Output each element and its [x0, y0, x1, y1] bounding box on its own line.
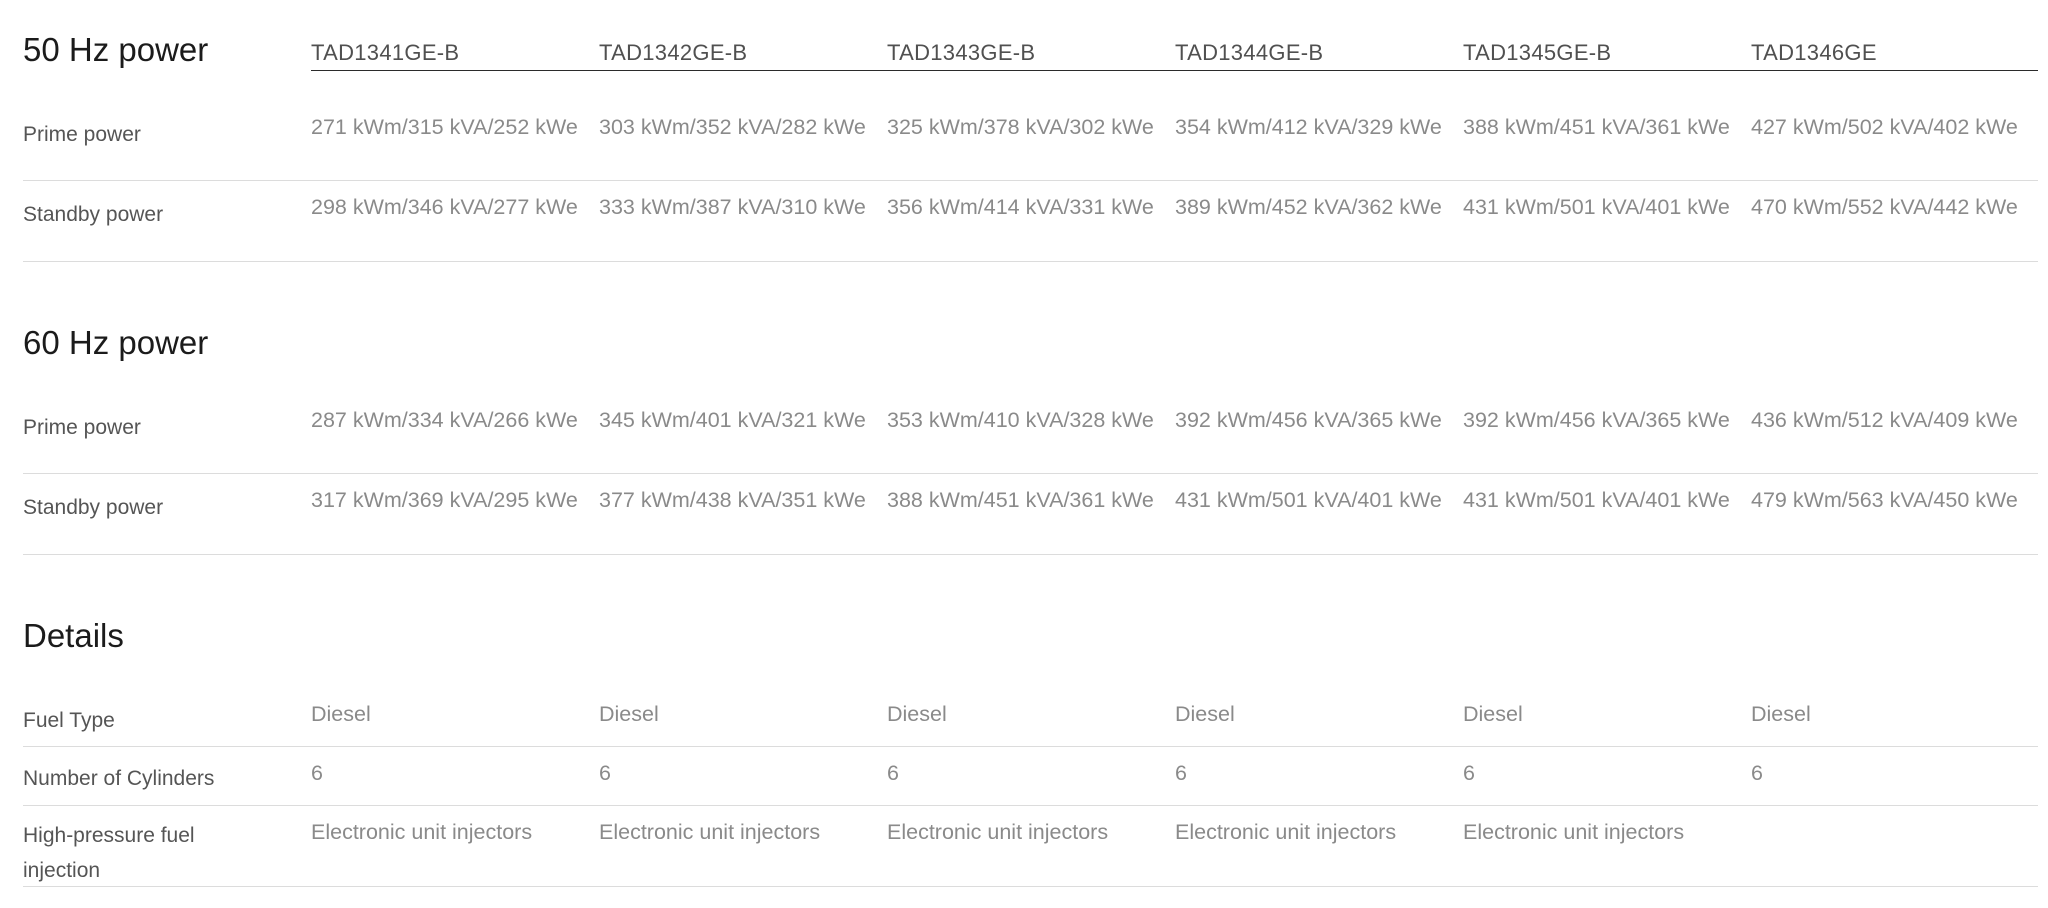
table-row — [23, 747, 2038, 806]
table-cell: 6 — [1175, 761, 1187, 785]
table-cell: 431 kWm/501 kVA/401 kWe — [1463, 488, 1730, 512]
table-row — [23, 806, 2038, 887]
column-header-3: TAD1343GE-B — [887, 40, 1036, 65]
table-cell: 6 — [1463, 761, 1475, 785]
section-details — [23, 586, 2038, 901]
table-cell: Electronic unit injectors — [311, 820, 533, 844]
row-label: Standby power — [23, 203, 164, 226]
table-cell: 356 kWm/414 kVA/331 kWe — [887, 195, 1154, 219]
table-cell: 6 — [1751, 761, 1763, 785]
table-cell: 333 kWm/387 kVA/310 kWe — [599, 195, 866, 219]
table-cell: Electronic unit injectors — [1463, 820, 1685, 844]
column-header-4: TAD1344GE-B — [1175, 40, 1324, 65]
table-cell: 287 kWm/334 kVA/266 kWe — [311, 408, 578, 432]
section-50hz — [23, 0, 2038, 265]
row-label: Prime power — [23, 416, 141, 439]
column-header-1: TAD1341GE-B — [311, 40, 460, 65]
table-cell: 325 kWm/378 kVA/302 kWe — [887, 115, 1154, 139]
table-cell: Diesel — [887, 702, 947, 726]
table-cell: Electronic unit injectors — [1175, 820, 1397, 844]
table-cell: Electronic unit injectors — [887, 820, 1109, 844]
column-header-6: TAD1346GE — [1751, 40, 1877, 65]
table-cell: 6 — [311, 761, 323, 785]
table-cell: Diesel — [599, 702, 659, 726]
table-cell: 392 kWm/456 kVA/365 kWe — [1175, 408, 1442, 432]
section-60hz — [23, 293, 2038, 558]
row-label: Standby power — [23, 496, 164, 519]
table-cell: 479 kWm/563 kVA/450 kWe — [1751, 488, 2018, 512]
table-cell: Diesel — [1751, 702, 1811, 726]
table-cell: Diesel — [1175, 702, 1235, 726]
table-cell: 431 kWm/501 kVA/401 kWe — [1175, 488, 1442, 512]
table-cell: 388 kWm/451 kVA/361 kWe — [887, 488, 1154, 512]
table-row — [23, 181, 2038, 262]
table-cell: 6 — [599, 761, 611, 785]
section-title: 60 Hz power — [23, 324, 209, 361]
table-cell: 470 kWm/552 kVA/442 kWe — [1751, 195, 2018, 219]
table-cell: 427 kWm/502 kVA/402 kWe — [1751, 115, 2018, 139]
section-title: 50 Hz power — [23, 31, 209, 68]
row-label: Prime power — [23, 123, 141, 146]
table-cell: 6 — [887, 761, 899, 785]
row-label: Number of Cylinders — [23, 767, 215, 790]
section-title: Details — [23, 617, 124, 654]
table-cell: 353 kWm/410 kVA/328 kWe — [887, 408, 1154, 432]
table-row — [23, 474, 2038, 555]
table-cell: Diesel — [311, 702, 371, 726]
table-row — [23, 100, 2038, 181]
table-cell: 388 kWm/451 kVA/361 kWe — [1463, 115, 1730, 139]
table-cell: Diesel — [1463, 702, 1523, 726]
row-label: High-pressure fuel injection — [23, 824, 195, 882]
table-cell: 389 kWm/452 kVA/362 kWe — [1175, 195, 1442, 219]
column-header-5: TAD1345GE-B — [1463, 40, 1612, 65]
table-cell: 303 kWm/352 kVA/282 kWe — [599, 115, 866, 139]
table-cell: 298 kWm/346 kVA/277 kWe — [311, 195, 578, 219]
table-cell: 436 kWm/512 kVA/409 kWe — [1751, 408, 2018, 432]
table-cell: 354 kWm/412 kVA/329 kWe — [1175, 115, 1442, 139]
table-row — [23, 686, 2038, 747]
table-row — [23, 393, 2038, 474]
table-cell: Electronic unit injectors — [599, 820, 821, 844]
table-cell: 345 kWm/401 kVA/321 kWe — [599, 408, 866, 432]
table-cell: 317 kWm/369 kVA/295 kWe — [311, 488, 578, 512]
table-cell: 392 kWm/456 kVA/365 kWe — [1463, 408, 1730, 432]
table-cell: 431 kWm/501 kVA/401 kWe — [1463, 195, 1730, 219]
header-divider — [311, 70, 2038, 71]
table-cell: 271 kWm/315 kVA/252 kWe — [311, 115, 578, 139]
column-header-2: TAD1342GE-B — [599, 40, 748, 65]
row-label: Fuel Type — [23, 709, 115, 732]
table-cell: 377 kWm/438 kVA/351 kWe — [599, 488, 866, 512]
